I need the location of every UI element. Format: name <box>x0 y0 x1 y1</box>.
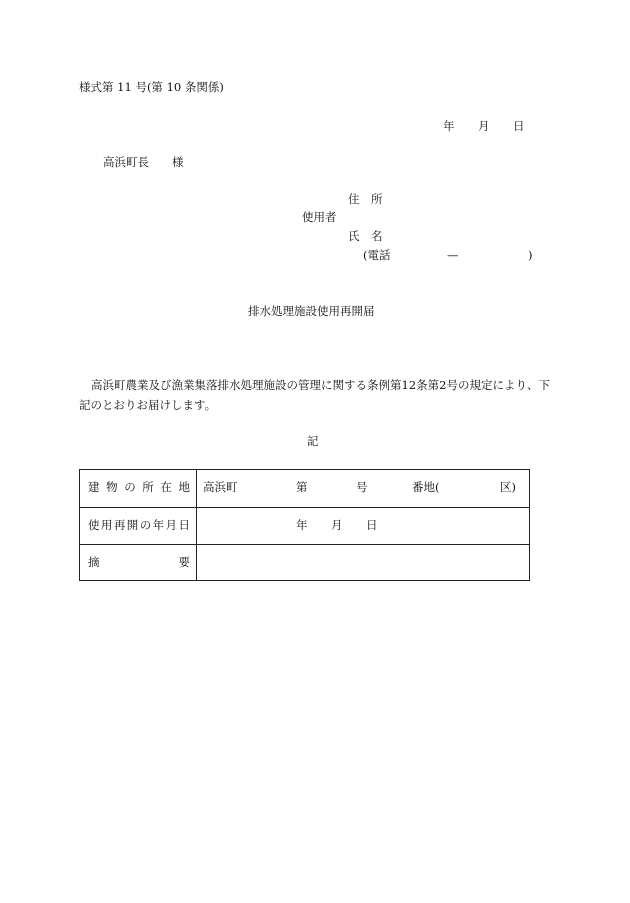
location-dai: 第 <box>296 480 308 494</box>
row-remarks <box>80 544 529 580</box>
location-banchi: 番地( <box>412 480 440 494</box>
user-label: 使用者 <box>302 210 337 224</box>
label-char: 物 <box>106 480 118 494</box>
resume-month: 月 <box>331 518 343 532</box>
document-title: 排水処理施設使用再開届 <box>248 304 375 318</box>
label-char: 摘 <box>88 555 100 569</box>
label-char: 日 <box>178 518 190 532</box>
ki-marker: 記 <box>307 434 319 448</box>
label-char: 再 <box>113 518 126 532</box>
label-resume-date <box>88 520 190 532</box>
location-town: 高浜町 <box>203 480 238 494</box>
label-char: 要 <box>178 555 190 569</box>
label-char: 開 <box>126 518 139 532</box>
resume-day: 日 <box>366 518 378 532</box>
body-line-2: 記のとおりお届けします。 <box>79 398 217 412</box>
label-char: 用 <box>100 518 113 532</box>
label-building-location <box>88 482 190 494</box>
phone-close: ) <box>528 248 533 262</box>
date-day: 日 <box>513 119 525 133</box>
label-char: 年 <box>152 518 165 532</box>
name-label: 氏 名 <box>348 229 383 243</box>
resume-year: 年 <box>296 518 308 532</box>
label-char: 使 <box>88 518 100 532</box>
date-year: 年 <box>443 119 455 133</box>
location-go: 号 <box>356 480 368 494</box>
form-table <box>79 469 530 581</box>
label-char: 月 <box>165 518 178 532</box>
label-char: 在 <box>160 480 172 494</box>
phone-open: (電話 <box>363 248 391 262</box>
date-month: 月 <box>478 119 490 133</box>
body-line-1: 高浜町農業及び漁業集落排水処理施設の管理に関する条例第12条第2号の規定により、下 <box>91 378 550 392</box>
phone-dash: — <box>447 248 459 262</box>
label-char: の <box>124 480 136 494</box>
row-resume-date <box>80 507 529 544</box>
label-char: の <box>139 518 152 532</box>
label-char: 地 <box>178 480 190 494</box>
addressee-honorific: 様 <box>172 155 184 169</box>
form-number: 様式第 11 号(第 10 条関係) <box>79 80 224 94</box>
label-remarks <box>88 557 190 569</box>
label-char: 所 <box>142 480 154 494</box>
addressee-name: 高浜町長 <box>103 155 149 169</box>
label-char: 建 <box>88 480 100 494</box>
row-building-location <box>80 470 529 507</box>
address-label: 住 所 <box>348 192 383 206</box>
location-ku: 区) <box>500 480 516 494</box>
